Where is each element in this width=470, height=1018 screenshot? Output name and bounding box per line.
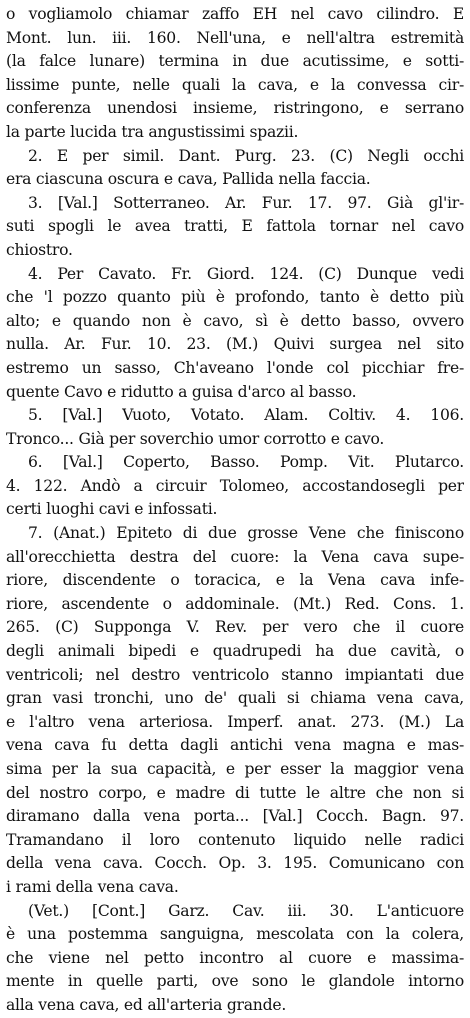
text-line: Tronco... Già per soverchio umor corrotto e cavo. xyxy=(6,429,385,448)
text-line: i rami della vena cava. xyxy=(6,877,179,896)
text-line: Tramandano il loro contenuto liquido nelle radici xyxy=(6,830,464,849)
text-line: all'orecchietta destra del cuore: la Vena cava supe- xyxy=(6,547,464,566)
text-line: e l'altro vena arteriosa. Imperf. anat. 273. (M.) La xyxy=(6,712,464,731)
text-line: 3. [Val.] Sotterraneo. Ar. Fur. 17. 97. Già gl'ir- xyxy=(28,193,464,212)
text-line: conferenza unendosi insieme, ristringono, e serrano xyxy=(6,99,464,118)
text-line: (Vet.) [Cont.] Garz. Cav. iii. 30. L'anticuore xyxy=(28,901,464,920)
text-line: che 'l pozzo quanto più è profondo, tanto è detto più xyxy=(6,288,464,307)
text-line: 265. (C) Supponga V. Rev. per vero che il cuore xyxy=(6,618,464,637)
text-line: 2. E per simil. Dant. Purg. 23. (C) Negli occhi xyxy=(28,146,464,165)
text-line: della vena cava. Cocch. Op. 3. 195. Comunicano con xyxy=(6,854,464,873)
text-line: riore, ascendente o addominale. (Mt.) Red. Cons. 1. xyxy=(6,594,464,613)
text-line: 4. Per Cavato. Fr. Giord. 124. (C) Dunque vedi xyxy=(28,264,464,283)
text-line: 7. (Anat.) Epiteto di due grosse Vene che finiscono xyxy=(28,524,464,543)
text-line: nulla. Ar. Fur. 10. 23. (M.) Quivi surgea nel sito xyxy=(6,335,464,354)
text-line: degli animali bipedi e quadrupedi ha due cavità, o xyxy=(6,642,464,661)
text-line: la parte lucida tra angustissimi spazii. xyxy=(6,122,299,141)
text-line: diramano dalla vena porta... [Val.] Cocch. Bagn. 97. xyxy=(6,807,464,826)
text-line: gran vasi tronchi, uno de' quali si chiama vena cava, xyxy=(6,689,464,708)
text-line: mente in quelle parti, ove sono le glandole intorno xyxy=(6,972,464,991)
text-line: del nostro corpo, e madre di tutte le altre che non si xyxy=(6,783,464,802)
text-line: vena cava fu detta dagli antichi vena magna e mas- xyxy=(6,736,464,755)
text-line: Mont. lun. iii. 160. Nell'una, e nell'altra estremità xyxy=(6,28,464,47)
text-line: riore, discendente o toracica, e la Vena cava infe- xyxy=(6,571,464,590)
text-line: 5. [Val.] Vuoto, Votato. Alam. Coltiv. 4. 106. xyxy=(28,406,464,425)
text-line: 6. [Val.] Coperto, Basso. Pomp. Vit. Plutarco. xyxy=(28,453,464,472)
text-line: o vogliamolo chiamar zaffo EH nel cavo cilindro. E xyxy=(6,5,464,23)
text-line: lissime punte, nelle quali la cava, e la convessa cir- xyxy=(6,75,464,94)
text-line: suti spogli le avea tratti, E fattola tornar nel cavo xyxy=(6,217,464,236)
text-line: che viene nel petto incontro al cuore e massima- xyxy=(6,948,464,967)
text-line: estremo un sasso, Ch'aveano l'onde col picchiar fre- xyxy=(6,358,464,377)
text-line: è una postemma sanguigna, mescolata con la colera, xyxy=(6,925,464,944)
text-line: quente Cavo e ridutto a guisa d'arco al basso. xyxy=(6,382,357,401)
text-line: era ciascuna oscura e cava, Pallida nella faccia. xyxy=(6,170,371,189)
text-line: certi luoghi cavi e infossati. xyxy=(6,500,218,519)
text-line: chiostro. xyxy=(6,240,73,259)
text-line: alto; e quando non è cavo, sì è detto basso, ovvero xyxy=(6,311,464,330)
text-line: sima per la sua capacità, e per esser la maggior vena xyxy=(6,760,464,778)
text-line: 4. 122. Andò a circuir Tolomeo, accostandosegli per xyxy=(6,476,464,495)
text-line: ventricoli; nel destro ventricolo stanno impiantati due xyxy=(6,665,464,684)
text-line: alla vena cava, ed all'arteria grande. xyxy=(6,995,287,1014)
text-line: (la falce lunare) termina in due acutissime, e sotti- xyxy=(6,52,464,71)
